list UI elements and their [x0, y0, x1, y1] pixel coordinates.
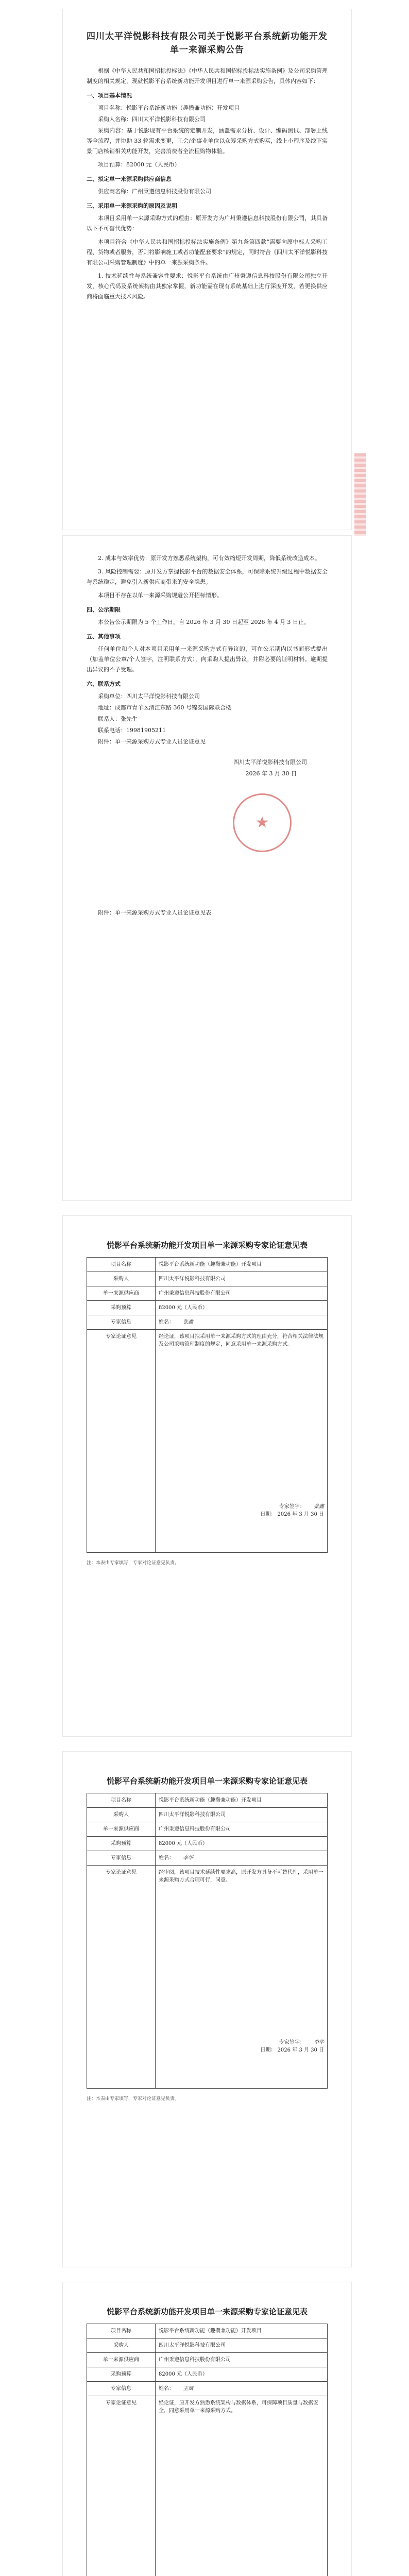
expert-name-label: 姓名： — [159, 1319, 174, 1325]
opinion-cell — [156, 2396, 328, 2576]
contact-person: 联系人：张先生 — [98, 716, 138, 722]
form-page-3 — [63, 2282, 351, 2576]
buyer-value: 四川太平洋悦影科技有限公司 — [156, 1808, 328, 1822]
supplier-value: 广州秉遵信息科技股份有限公司 — [156, 1286, 328, 1301]
form-page-1 — [63, 1216, 351, 1736]
expert-name-label: 姓名： — [159, 2386, 174, 2392]
section-other: 五、其他事项 — [87, 633, 121, 640]
objection-text: 任何单位和个人对本项目采用单一来源采购方式有异议的，可在公示期内以书面形式提出（加盖单位公章/个人签字，注明联系方式），向采购人提出异议，并附必要的证明材料。逾期提出异议的不予受理。 — [87, 646, 328, 673]
form-footer: 注：本表由专家填写，专家对论证意见负责。 — [87, 1561, 180, 1566]
section-publicity: 四、公示期限 — [87, 606, 121, 613]
reason-body: 本项目符合《中华人民共和国招标投标法实施条例》第九条第四款“需要向原中标人采购工程、货物或者服务，否则将影响施工或者功能配套要求”的规定，同时符合《四川太平洋悦影科技有限公司采购管理制度》中的单一来源采购条件。 — [87, 239, 328, 266]
reason-2: 2. 成本与效率优势：原开发方熟悉系统架构，可有效缩短开发周期，降低系统改造成本。 — [98, 555, 320, 562]
project-value: 悦影平台系统新功能（趣攒兼功能）开发项目 — [156, 1793, 328, 1808]
opinion-text: 经论证，原开发方熟悉系统架构与数据体系，可保障项目质量与数据安全，同意采用单一来源采购方式。 — [159, 2400, 318, 2414]
buyer-label: 采购人 — [87, 1272, 156, 1286]
project-value: 悦影平台系统新功能（趣攒兼功能）开发项目 — [156, 2324, 328, 2338]
opinion-table — [87, 2324, 328, 2576]
opinion-label: 专家论证意见 — [87, 1866, 156, 2089]
buyer-value: 四川太平洋悦影科技有限公司 — [156, 2338, 328, 2353]
date-value: 2026 年 3 月 30 日 — [277, 1512, 324, 1517]
supplier-value: 广州秉遵信息科技股份有限公司 — [156, 2353, 328, 2367]
date-label: 日期： — [260, 1512, 276, 1517]
project-budget: 项目预算：82000 元（人民币） — [98, 161, 180, 168]
reason-1: 1. 技术延续性与系统兼容性要求：悦影平台系统由广州秉遵信息科技股份有限公司独立开发，核心代码及系统架构由其独家掌握，新功能需在现有系统基础上进行深度开发，若更换供应商将面临重大技术风险。 — [87, 273, 328, 300]
supplier-label: 单一来源供应商 — [87, 1286, 156, 1301]
publicity-period: 本公告公示期限为 5 个工作日，自 2026 年 3 月 30 日起至 2026 年 4 月 3 日止。 — [98, 619, 310, 625]
date-label: 日期： — [260, 2047, 276, 2053]
reason-close: 本项目不存在以单一来源采购规避公开招标情形。 — [98, 592, 223, 599]
supplier-name: 供应商名称：广州秉遵信息科技股份有限公司 — [98, 188, 211, 195]
sign-company: 四川太平洋悦影科技有限公司 — [233, 759, 307, 766]
signature-row — [159, 2039, 324, 2046]
project-name: 项目名称：悦影平台系统新功能（趣攒兼功能）开发项目 — [98, 105, 240, 111]
supplier-label: 单一来源供应商 — [87, 1822, 156, 1837]
opinion-table — [87, 1257, 328, 1553]
buyer-label: 采购人 — [87, 1808, 156, 1822]
opinion-table — [87, 1793, 328, 2089]
form-title: 悦影平台系统新功能开发项目单一来源采购专家论证意见表 — [106, 2307, 308, 2316]
form-title: 悦影平台系统新功能开发项目单一来源采购专家论证意见表 — [106, 1776, 308, 1786]
contact-org: 采购单位：四川太平洋悦影科技有限公司 — [98, 693, 200, 700]
signature-block — [87, 757, 328, 779]
project-label: 项目名称 — [87, 1793, 156, 1808]
budget-value: 82000 元（人民币） — [156, 2367, 328, 2382]
expert-cell — [156, 2382, 328, 2396]
section-project-info: 一、项目基本情况 — [87, 92, 132, 99]
budget-label: 采购预算 — [87, 1301, 156, 1315]
budget-value: 82000 元（人民币） — [156, 1301, 328, 1315]
opinion-cell — [156, 1866, 328, 2089]
seam-stamp — [354, 453, 366, 536]
date-row — [159, 2046, 324, 2054]
announcement-page-1 — [63, 9, 351, 530]
company-seal: ★ — [233, 793, 292, 852]
expert-name-label: 姓名： — [159, 1855, 174, 1861]
signature-row — [159, 1503, 324, 1511]
section-supplier: 二、拟定单一来源采购供应商信息 — [87, 176, 172, 182]
reason-intro: 本项目采用单一来源采购方式的理由：原开发方为广州秉遵信息科技股份有限公司，其具备以下不可替代优势： — [87, 215, 328, 232]
procurement-content: 采购内容：基于悦影现有平台系统的定制开发，涵盖需求分析、设计、编码测试、部署上线等全流程，并协助 33 轮需求变更，工会/企事业单位以众筹采购方式购买，线上小程序及线下实景门店核销相关功能开发，完善消费者全流程购物体验。 — [87, 127, 328, 155]
date-row — [159, 1511, 324, 1518]
opinion-text: 经论证，该项目拟采用单一来源采购方式的理由充分，符合相关法律法规及公司采购管理制度的规定，同意采用单一来源采购方式。 — [159, 1334, 323, 1347]
expert-cell — [156, 1851, 328, 1866]
expert-label: 专家信息 — [87, 1851, 156, 1866]
announcement-title: 四川太平洋悦影科技有限公司关于悦影平台系统新功能开发单一来源采购公告 — [87, 31, 328, 55]
budget-value: 82000 元（人民币） — [156, 1837, 328, 1851]
signature-handwriting: 张鑫 — [314, 1504, 324, 1510]
expert-handwriting: 王斌 — [183, 2386, 194, 2392]
announcement-page-2 — [63, 536, 351, 1200]
signature-label: 专家签字： — [279, 2040, 305, 2045]
attachment-note: 附件：单一来源采购方式专业人员论证意见表 — [98, 909, 211, 916]
project-value: 悦影平台系统新功能（趣攒兼功能）开发项目 — [156, 1258, 328, 1272]
contact-phone: 联系电话：19981905211 — [98, 727, 166, 734]
supplier-value: 广州秉遵信息科技股份有限公司 — [156, 1822, 328, 1837]
signature-handwriting: 李华 — [314, 2040, 324, 2045]
expert-handwriting: 张鑫 — [183, 1319, 194, 1325]
opinion-label: 专家论证意见 — [87, 1330, 156, 1553]
section-contact: 六、联系方式 — [87, 681, 121, 687]
section-reason: 三、采用单一来源采购的原因及说明 — [87, 202, 177, 209]
attachment-line: 附件：单一来源采购方式专业人员论证意见 — [98, 738, 206, 745]
expert-handwriting: 李华 — [183, 1855, 194, 1861]
buyer-name: 采购人名称：四川太平洋悦影科技有限公司 — [98, 116, 206, 123]
intro-paragraph: 根据《中华人民共和国招标投标法》《中华人民共和国招标投标法实施条例》及公司采购管理制度的相关规定，现就悦影平台系统新功能开发项目进行单一来源采购公告，具体内容如下： — [87, 67, 328, 84]
buyer-value: 四川太平洋悦影科技有限公司 — [156, 1272, 328, 1286]
expert-cell — [156, 1315, 328, 1330]
buyer-label: 采购人 — [87, 2338, 156, 2353]
form-page-2 — [63, 1752, 351, 2267]
budget-label: 采购预算 — [87, 1837, 156, 1851]
reason-3: 3. 风险控制需要：原开发方掌握悦影平台的数据安全体系，可保障系统升级过程中数据安全与系统稳定，避免引入新供应商带来的安全隐患。 — [87, 568, 328, 585]
opinion-cell — [156, 1330, 328, 1553]
form-footer: 注：本表由专家填写，专家对论证意见负责。 — [87, 2096, 180, 2102]
project-label: 项目名称 — [87, 1258, 156, 1272]
budget-label: 采购预算 — [87, 2367, 156, 2382]
project-label: 项目名称 — [87, 2324, 156, 2338]
opinion-text: 经审阅，该项目技术延续性要求高，原开发方具备不可替代性，采用单一来源采购方式合理可行，同意。 — [159, 1870, 323, 1883]
supplier-label: 单一来源供应商 — [87, 2353, 156, 2367]
date-value: 2026 年 3 月 30 日 — [277, 2047, 324, 2053]
expert-label: 专家信息 — [87, 1315, 156, 1330]
signature-label: 专家签字： — [279, 1504, 305, 1510]
form-title: 悦影平台系统新功能开发项目单一来源采购专家论证意见表 — [106, 1241, 308, 1250]
expert-label: 专家信息 — [87, 2382, 156, 2396]
opinion-label: 专家论证意见 — [87, 2396, 156, 2576]
sign-date: 2026 年 3 月 30 日 — [245, 770, 297, 777]
contact-address: 地址：成都市青羊区清江东路 360 号锦泰国际联合楼 — [98, 704, 231, 711]
